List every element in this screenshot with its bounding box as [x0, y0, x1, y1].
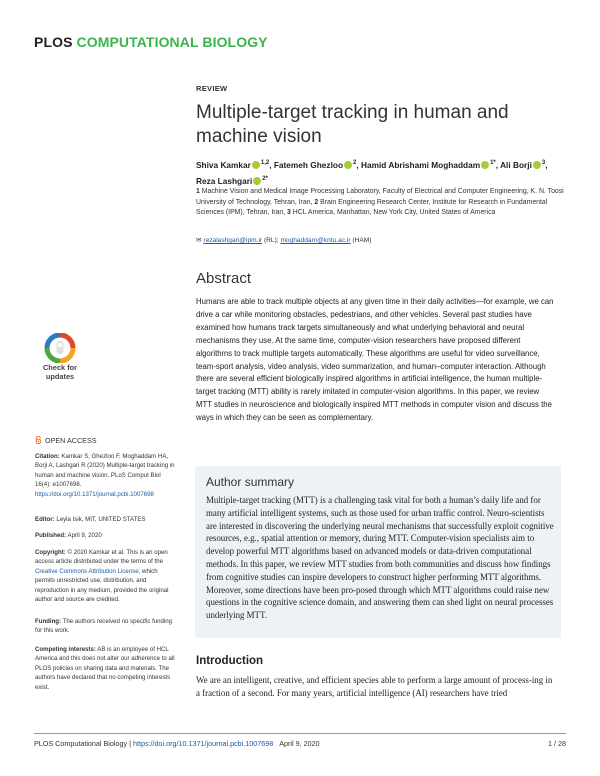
- published-block: [35, 531, 175, 540]
- logo-plos: PLOS: [34, 34, 73, 50]
- footer-journal: PLOS Computational Biology: [34, 739, 128, 748]
- article-title: Multiple-target tracking in human and machine vision: [196, 102, 509, 147]
- badge-line: Check for: [42, 363, 78, 372]
- email-icon: ✉: [196, 237, 202, 244]
- page-number: 1 / 28: [548, 739, 566, 748]
- footer-divider: [34, 733, 566, 734]
- correspondence-note: (HAM): [350, 237, 372, 244]
- citation-doi-link[interactable]: https://doi.org/10.1371/journal.pcbi.1007698: [35, 490, 154, 498]
- open-access-label: [35, 436, 97, 445]
- check-for-updates-badge[interactable]: [36, 333, 84, 389]
- funding-block: [35, 617, 175, 636]
- email-link[interactable]: moghaddam@kntu.ac.ir: [280, 237, 351, 244]
- copyright-block: [35, 548, 175, 604]
- competing-interests-text: AB is an employee of HCL America and this does not alter our adherence to all PLOS policies on sharing data and materials. The authors have declared that no competing interests exist.: [35, 646, 175, 691]
- funding-text: The authors received no specific funding for this work.: [35, 618, 173, 635]
- orcid-icon[interactable]: [252, 161, 260, 169]
- orcid-icon[interactable]: [253, 177, 261, 185]
- copyright-text: , which permits unrestricted use, distribution, and reproduction in any medium, provided the original author and source are credited.: [35, 567, 169, 604]
- introduction-heading: Introduction: [196, 655, 264, 667]
- badge-line: updates: [45, 372, 75, 381]
- introduction-text: We are an intelligent, creative, and efficient species able to perform a large amount of process-ing in a fraction of a second. For many years, artificial intelligence (AI) researchers have tried: [196, 675, 553, 698]
- author-name[interactable]: Hamid Abrishami Moghaddam: [360, 159, 481, 170]
- footer-doi-link[interactable]: https://doi.org/10.1371/journal.pcbi.1007698: [132, 739, 274, 748]
- author-name[interactable]: Ali Borji: [500, 159, 532, 170]
- competing-interests-block: [35, 645, 175, 692]
- abstract-heading: Abstract: [196, 270, 252, 287]
- author-name[interactable]: Fatemeh Ghezloo: [273, 159, 344, 170]
- affiliation-number: 1: [196, 188, 200, 195]
- affiliation-number: 3: [287, 209, 291, 217]
- author-separator: ,: [269, 159, 274, 170]
- author-summary-text: Multiple-target tracking (MTT) is a challenging task vital for both a human’s daily life and for many artificial intelligent systems, such as those used for urban traffic control. Neuro-scientists are interested in discovering the underlying neural mechanisms that successfully exploit cognitive resources, e.g., spatial attention or memory, during MTT. Computer-vision specialists aim to develop powerful MTT algorithms based on advanced models or data-driven computational methods. In this paper, we review MTT studies from both communities and discuss how findings from cognitive studies can inspire developers to construct higher performing MTT algorithms. Moreover, some directions have been pro-posed through which MTT algorithms could raise new questions in the cognitive science domain, and answering them can shed light on neural processes underlying MTT.: [206, 495, 554, 621]
- funding-label: Funding:: [35, 618, 62, 625]
- author-separator: ,: [495, 159, 501, 170]
- author-list: [196, 156, 566, 188]
- affiliation-text: Brain Engineering Research Center, Institute for Research in Fundamental Sciences (IPM), Tehran, Iran,: [196, 198, 548, 217]
- editor-label: Editor:: [35, 516, 55, 523]
- correspondence: [196, 236, 371, 244]
- author-separator: ,: [545, 159, 548, 170]
- author-affiliation-marker: 2: [353, 160, 357, 166]
- citation-label: Citation:: [35, 453, 60, 460]
- copyright-text: © 2020 Kamkar et al. This is an open access article distributed under the terms of the: [35, 549, 168, 566]
- citation-block: [35, 452, 175, 499]
- author-name[interactable]: Reza Lashgari: [196, 175, 253, 186]
- license-link[interactable]: Creative Commons Attribution License: [35, 567, 139, 575]
- check-for-updates-label: [36, 363, 84, 381]
- affiliation-text: HCL America, Manhattan, New York City, United States of America: [292, 209, 496, 217]
- open-lock-icon: [35, 436, 42, 444]
- affiliation-number: 2: [314, 198, 319, 206]
- journal-logo: [34, 34, 268, 50]
- copyright-label: Copyright:: [35, 549, 66, 556]
- abstract-text: Humans are able to track multiple objects at any given time in their daily activities—for example, we can drive a car while monitoring obstacles, pedestrians, and other vehicles. Several past studies have examined how humans track targets simultaneously and what underlying behavioral and neural mechanisms they use. At the same time, computer-vision researchers have proposed different algorithms to track multiple targets automatically. These algorithms are useful for video surveillance, team-sport analysis, video analysis, video summarization, and human–computer interaction. Although there are several efficient biologically inspired algorithms in artificial intelligence, the human multiple-target tracking (MTT) ability is rarely imitated in computer-vision algorithms. In this paper, we review MTT studies in neuroscience and biologically inspired MTT methods in computer vision and discuss the ways in which they can be seen as complementary.: [196, 297, 554, 423]
- footer-separator: |: [127, 739, 133, 748]
- author-affiliation-marker: 1,2: [260, 160, 270, 166]
- footer-date: April 9, 2020: [279, 739, 320, 748]
- orcid-icon[interactable]: [533, 161, 541, 169]
- citation-text: Kamkar S, Ghezloo F, Moghaddam HA, Borji A, Lashgari R (2020) Multiple-target tracking in human and machine vision. PLoS Comput Biol 16(4): e1007698.: [35, 453, 175, 489]
- author-affiliation-marker: 3: [541, 160, 546, 166]
- open-access-text: OPEN ACCESS: [45, 436, 97, 445]
- affiliations: [196, 187, 566, 219]
- logo-journal-name: COMPUTATIONAL BIOLOGY: [76, 34, 268, 50]
- editor-text: Leyla Isik, MIT, UNITED STATES: [54, 516, 146, 523]
- orcid-icon[interactable]: [344, 161, 352, 169]
- published-text: April 9, 2020: [66, 532, 102, 539]
- affiliation-text: Machine Vision and Medical Image Processing Laboratory, Faculty of Electrical and Computer Engineering, K. N. Toosi University of Technology, Tehran, Iran,: [196, 188, 564, 206]
- author-summary-heading: Author summary: [206, 475, 295, 489]
- check-for-updates-icon: [36, 333, 84, 363]
- editor-block: [35, 515, 175, 524]
- author-name[interactable]: Shiva Kamkar: [196, 159, 251, 170]
- author-affiliation-marker: 1*: [490, 160, 496, 166]
- author-affiliation-marker: 2*: [262, 175, 268, 182]
- published-label: Published:: [35, 532, 67, 539]
- competing-interests-label: Competing interests:: [35, 646, 96, 653]
- author-separator: ,: [356, 159, 361, 170]
- orcid-icon[interactable]: [481, 161, 489, 169]
- email-link[interactable]: rezalashgari@ipm.ir: [203, 237, 263, 244]
- article-type-label: REVIEW: [196, 84, 228, 93]
- page-footer: [34, 739, 320, 748]
- correspondence-note: (RL);: [262, 237, 281, 244]
